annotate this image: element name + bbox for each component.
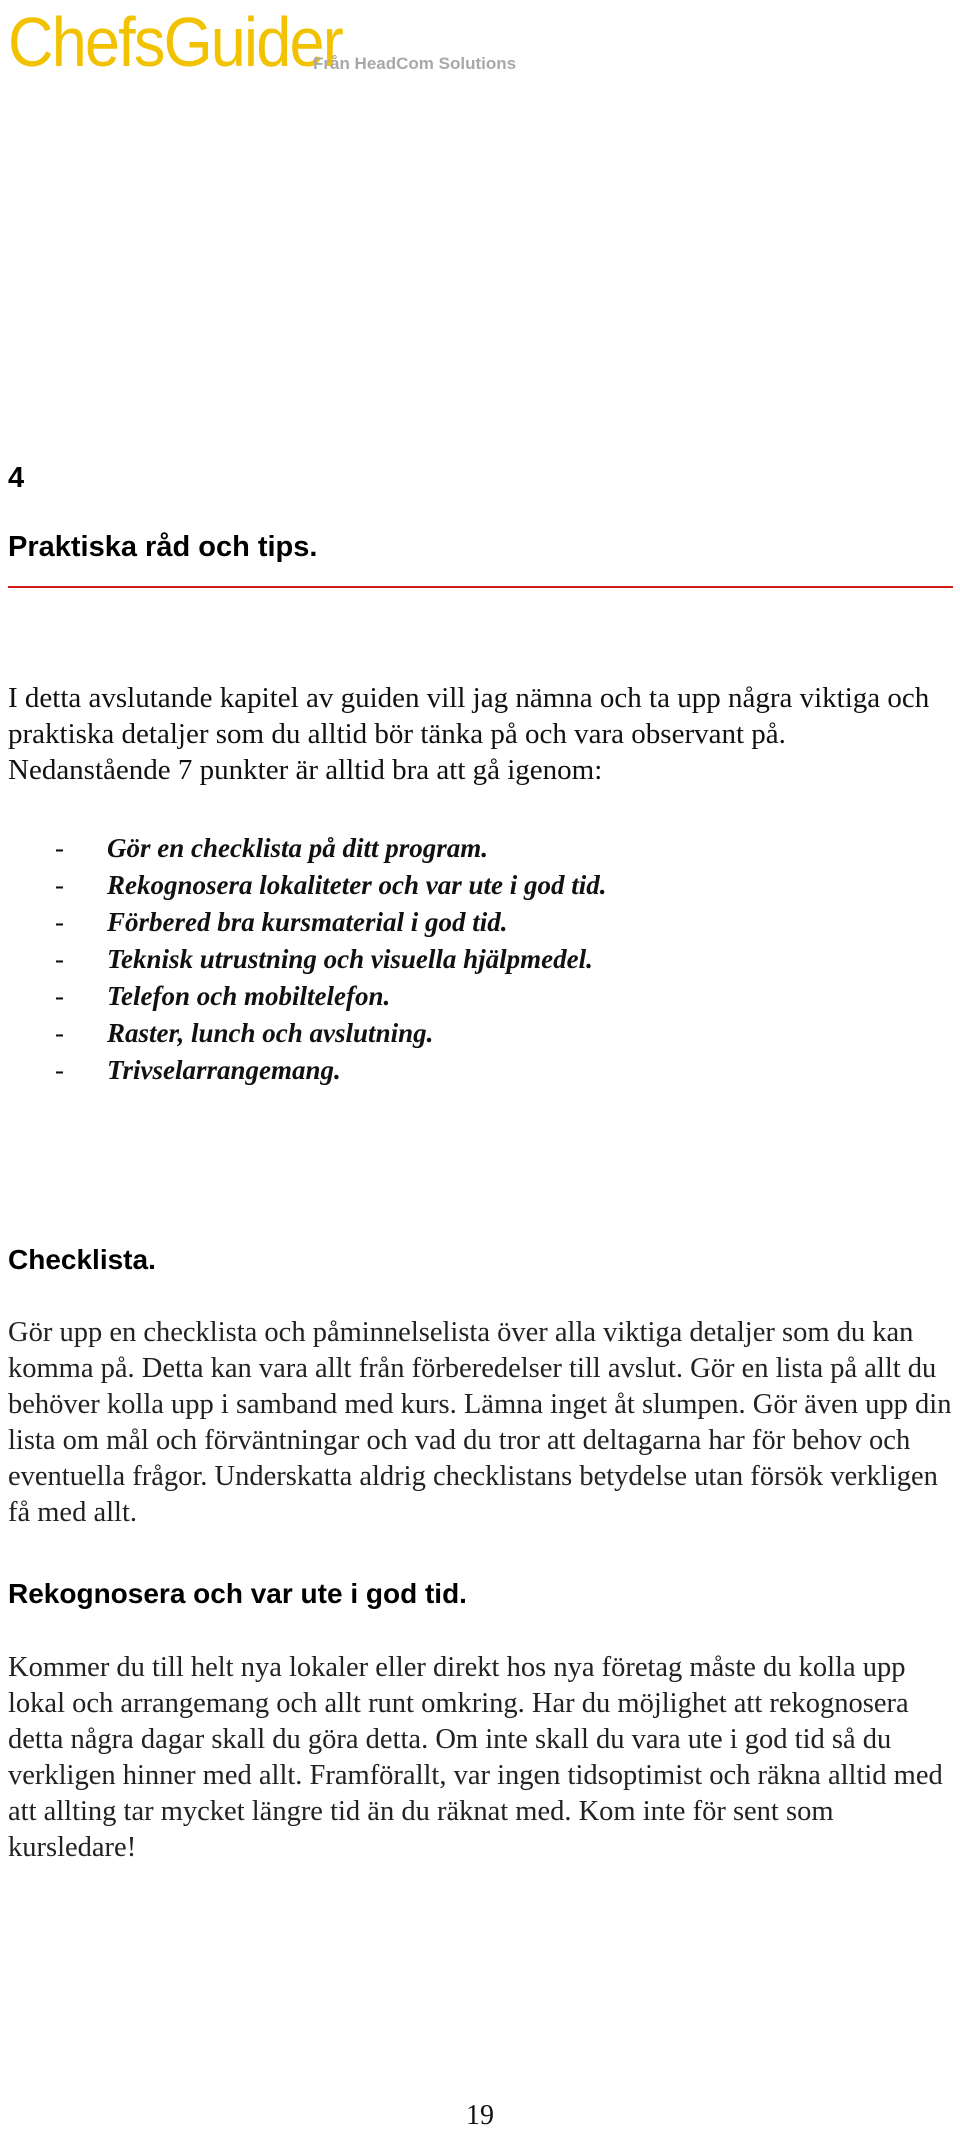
list-item [55,867,607,904]
list-dash: - [55,833,64,863]
list-item [55,941,607,978]
list-item-text: Rekognosera lokaliteter och var ute i god tid. [107,870,607,900]
section-body-checklista: Gör upp en checklista och påminnelselista över alla viktiga detaljer som du kan komma på. Detta kan vara allt från förberedelser till avslut. Gör en lista på allt du behöver kolla upp i samband med kurs. Lämna inget åt slumpen. Gör även upp din lista om mål och förväntningar och vad du tror att deltagarna har för behov och eventuella frågor. Underskatta aldrig checklistans betydelse utan försök verkligen få med allt. [8,1317,952,1528]
list-dash: - [55,1018,64,1048]
list-dash: - [55,907,64,937]
list-item-text: Telefon och mobiltelefon. [107,981,391,1011]
section-heading-rekognosera: Rekognosera och var ute i god tid. [8,1578,467,1609]
list-item [55,1015,607,1052]
list-item [55,904,607,941]
list-item-text: Raster, lunch och avslutning. [107,1018,434,1048]
section-body-rekognosera: Kommer du till helt nya lokaler eller direkt hos nya företag måste du kolla upp lokal och arrangemang och allt runt omkring. Har du möjlighet att rekognosera detta några dagar skall du göra detta. Om inte skall du vara ute i god tid så du verkligen hinner med allt. Framförallt, var ingen tidsoptimist och räkna alltid med att allting tar mycket längre tid än du räknat med. Kom inte för sent som kursledare! [8,1652,943,1863]
list-dash: - [55,870,64,900]
logo-wordmark: ChefsGuider [8,3,342,81]
list-dash: - [55,1055,64,1085]
key-points-list [55,830,607,1089]
chefsguider-logo [8,2,517,82]
section-heading-checklista: Checklista. [8,1244,156,1275]
chapter-divider [8,586,953,588]
list-item-text: Trivselarrangemang. [107,1055,341,1085]
list-item-text: Gör en checklista på ditt program. [107,833,489,863]
list-dash: - [55,981,64,1011]
list-dash: - [55,944,64,974]
intro-paragraph: I detta avslutande kapitel av guiden vill jag nämna och ta upp några viktiga och praktiska detaljer som du alltid bör tänka på och vara observant på. Nedanstående 7 punkter är alltid bra att gå igenom: [8,682,930,786]
page-number: 19 [466,2100,494,2131]
chapter-number: 4 [8,462,25,494]
list-item-text: Förbered bra kursmaterial i god tid. [107,907,508,937]
list-item [55,978,607,1015]
list-item [55,830,607,867]
list-item [55,1052,607,1089]
list-item-text: Teknisk utrustning och visuella hjälpmedel. [107,944,593,974]
chapter-title: Praktiska råd och tips. [8,531,318,563]
logo-tagline: Från HeadCom Solutions [313,54,517,73]
